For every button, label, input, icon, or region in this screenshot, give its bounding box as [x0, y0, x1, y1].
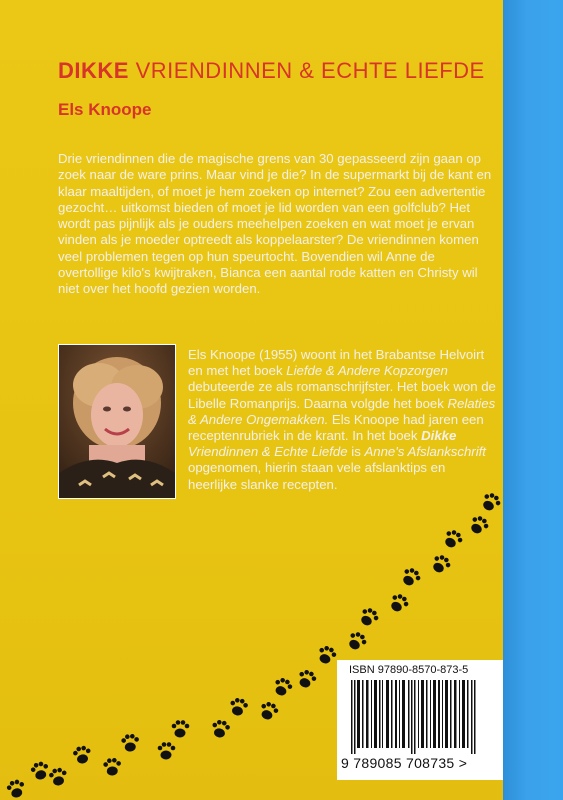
bio-text-2: debuteerde ze als romanschrijfster. Het boek won de Libelle Romanprijs. Daarna volgde het boek: [188, 379, 496, 411]
bio-text-5: opgenomen, hierin staan vele afslanktips en heerlijke slanke recepten.: [188, 460, 446, 492]
book-title-highlight: DIKKE: [58, 58, 129, 83]
barcode-bars: [345, 680, 495, 754]
isbn-label: ISBN 97890-8570-873-5: [349, 664, 469, 676]
bio-book-title-3-bold: Dikke: [421, 428, 457, 444]
barcode-digits: 9 789085 708735 >: [341, 755, 468, 771]
bio-book-title-2: Relaties & Andere Ongemakken.: [188, 395, 496, 427]
isbn-barcode: [337, 660, 503, 780]
book-title-rest: VRIENDINNEN & ECHTE LIEFDE: [128, 58, 485, 83]
book-blurb: Drie vriendinnen die de magische grens van 30 gepasseerd zijn gaan op zoek naar de ware prins. Maar vind je die? In de supermarkt bij de kant en klaar maaltijden, of moet je hem zoeken op internet? Zou een advertentie gezocht… uitkomst bieden of moet je lid worden van een golfclub? Het wordt pas pijnlijk als je ouders meehelpen zoeken en wat moet je ervan vinden als je moeder optreedt als koppelaarster? De vriendinnen komen veel problemen tegen op hun speurtocht. Bovendien wil Anne de overtollige kilo's kwijtraken, Bianca een aantal rode katten en Christy wil niet over het hoofd gezien worden.: [58, 151, 492, 297]
bio-book-title-1: Liefde & Andere Kopzorgen: [286, 363, 448, 379]
author-name: Els Knoope: [58, 100, 152, 119]
bio-text-3: Els Knoope had jaren een receptenrubriek in de krant. In het boek: [188, 411, 484, 444]
bio-book-title-3-rest: Vriendinnen & Echte Liefde: [188, 444, 348, 460]
bio-text-4: is: [347, 444, 365, 460]
bio-book-title-4: Anne's Afslankschrift: [364, 444, 486, 460]
bio-text-1: Els Knoope (1955) woont in het Brabantse Helvoirt en met het boek: [188, 347, 485, 379]
